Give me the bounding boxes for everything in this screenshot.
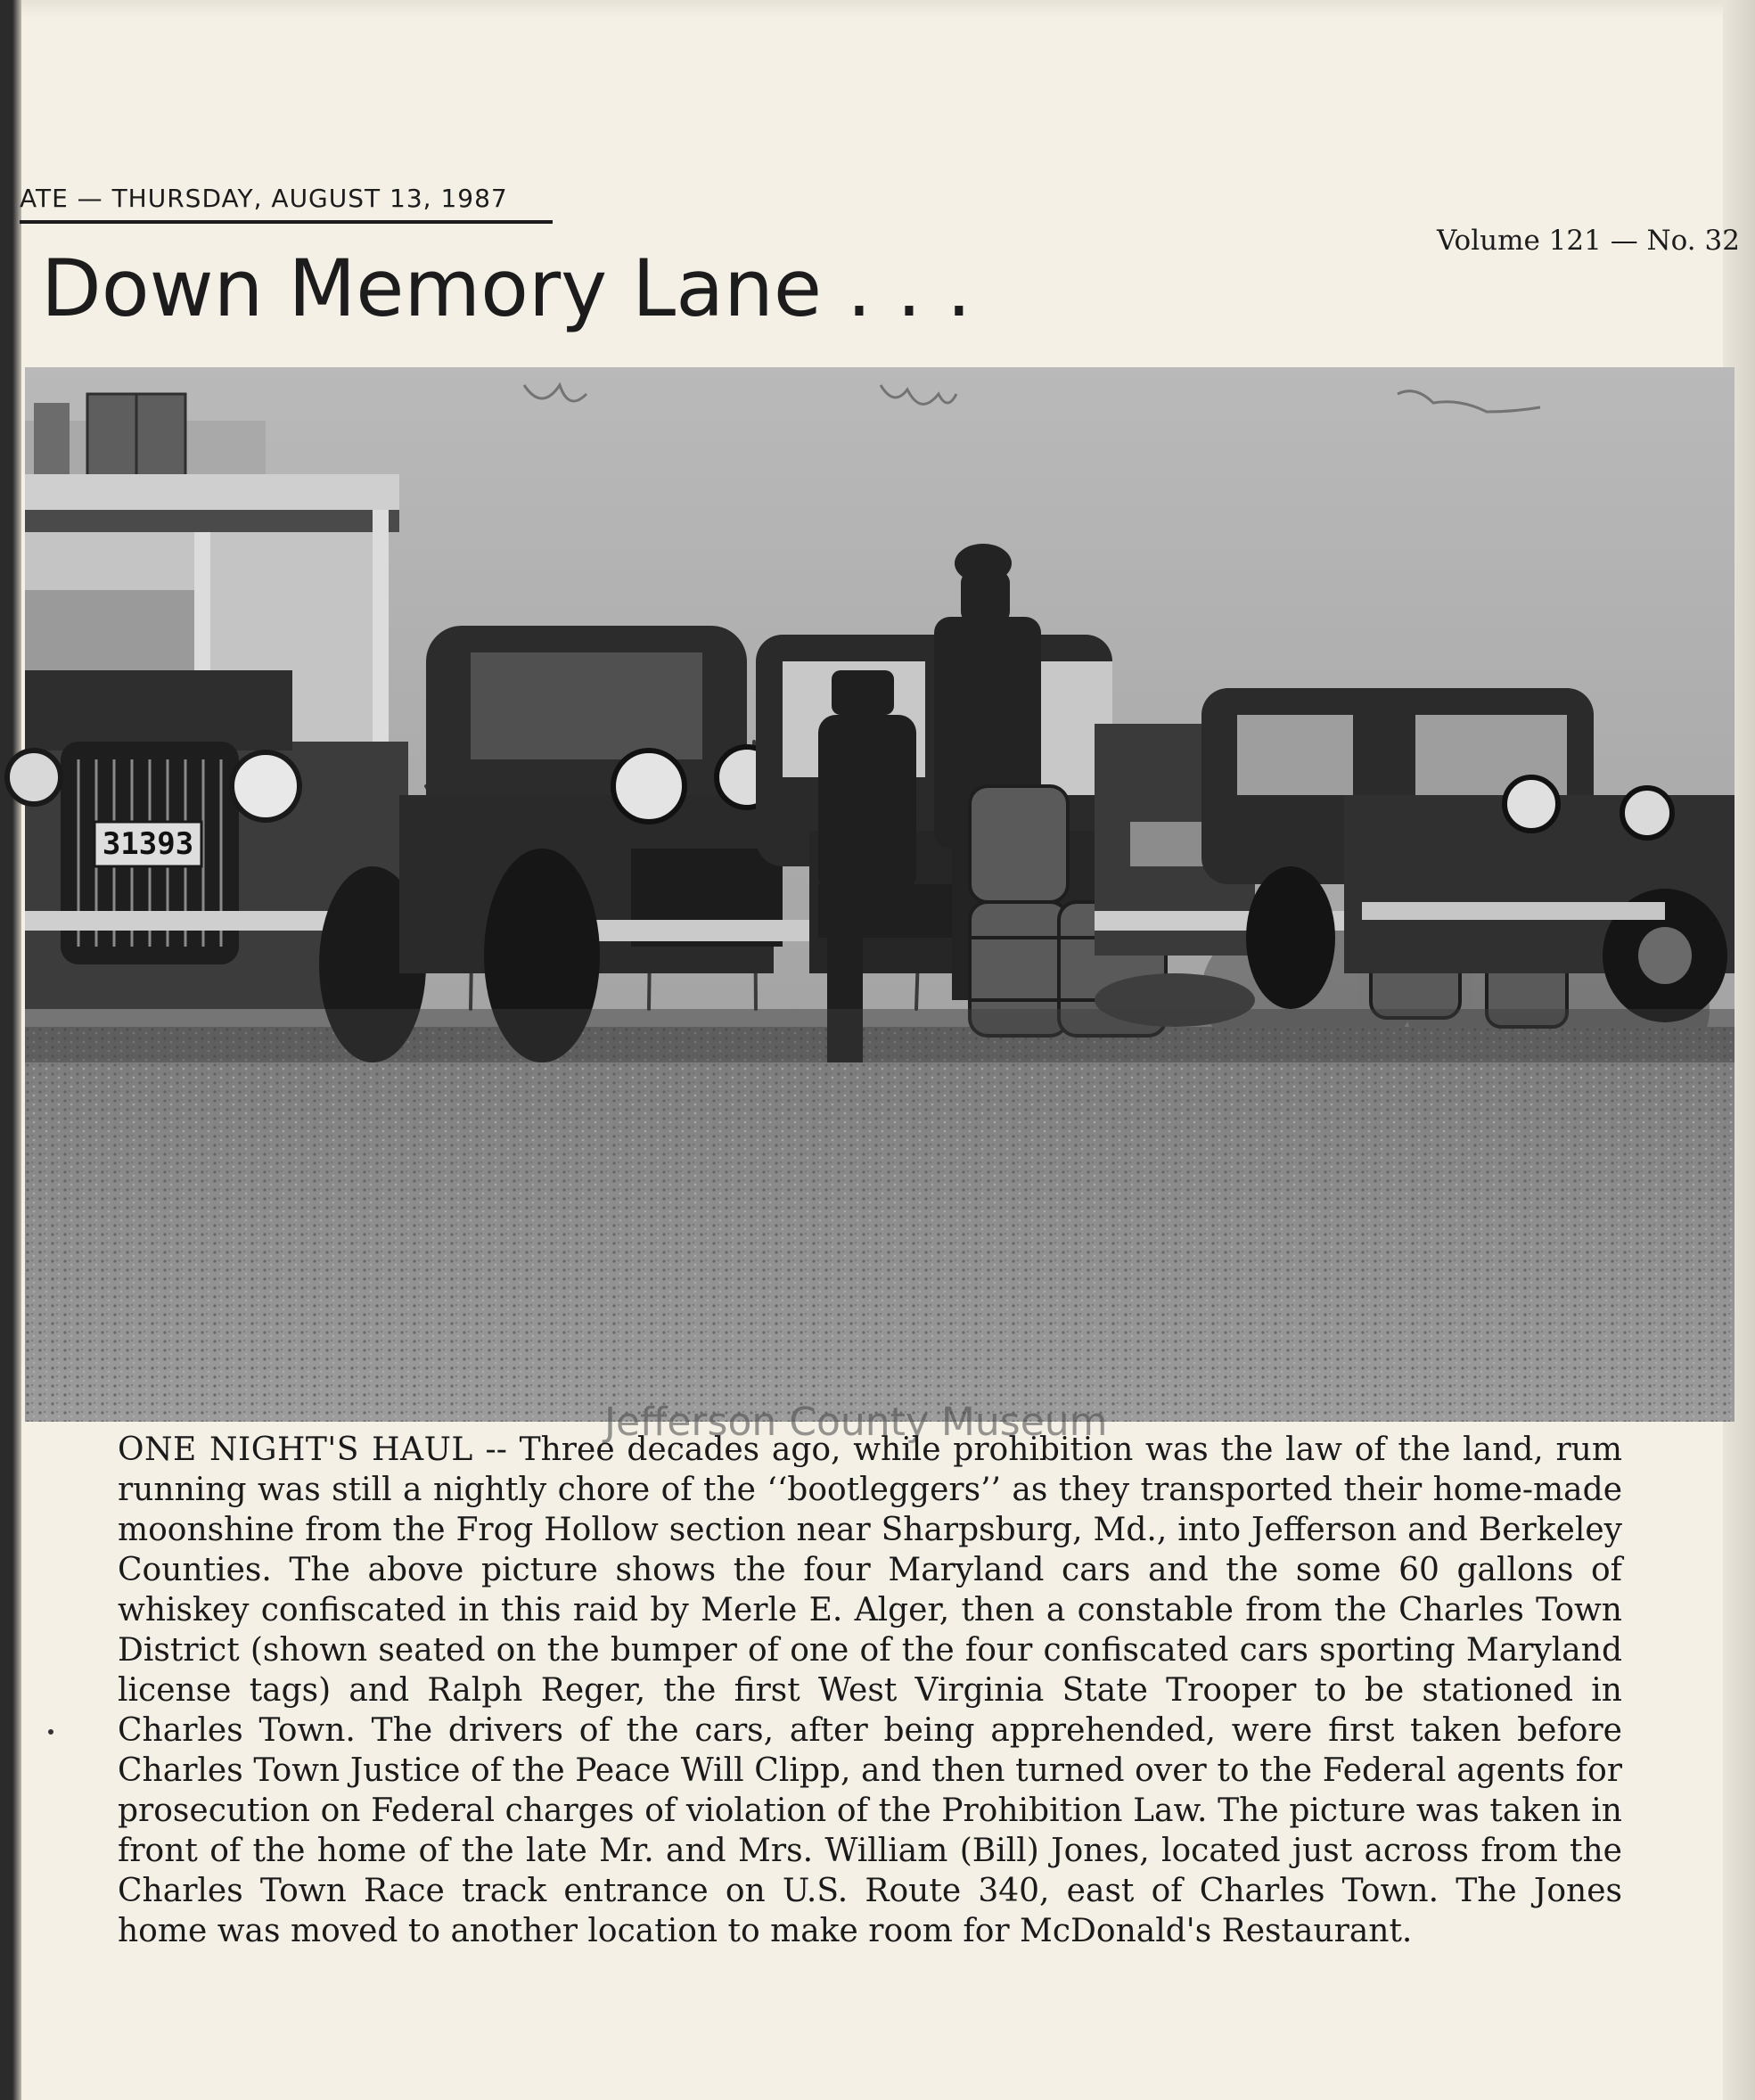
caption-title: ONE NIGHT'S HAUL [118, 1431, 473, 1468]
stray-pen-mark [48, 1729, 53, 1735]
car-shadows [25, 1009, 1734, 1062]
left-edge-shadow [0, 0, 21, 2100]
caption-body: -- Three decades ago, while prohibition was the law of the land, rum running was still a nightly chore of the ‘‘bootleggers’’ as they transported their home-made moonshine from the Frog Hollow section near Sharpsburg, Md., into Jefferson and Berkeley Counties. The above picture shows the four Maryland cars and the some 60 gallons of whiskey confiscated in this raid by Merle E. Alger, then a constable from the Charles Town District (shown seated on the bumper of one of the four confiscated cars sporting Maryland license tags) and Ralph Reger, the first West Virginia State Trooper to be stationed in Charles Town. The drivers of the cars, after being apprehended, were first taken before Charles Town Justice of the Peace Will Clipp, and then turned over to the Federal agents for prosecution on Federal charges of violation of the Prohibition Law. The picture was taken in front of the home of the late Mr. and Mrs. William (Bill) Jones, located just across from the Charles Town Race track entrance on U.S. Route 340, east of Charles Town. The Jones home was moved to another location to make room for McDonald's Restaurant. [118, 1431, 1622, 1949]
photo-caption [118, 1430, 1622, 1951]
dateline: ATE — THURSDAY, AUGUST 13, 1987 [20, 184, 553, 224]
museum-watermark: Jefferson County Museum [604, 1399, 1108, 1445]
gravel-texture [25, 1027, 1734, 1422]
photo-drawing [25, 367, 1734, 1422]
volume-number: Volume 121 — No. 32 [1437, 225, 1740, 257]
license-plate-text: 31393 [102, 826, 194, 862]
torn-top-edge [0, 0, 1755, 18]
archival-photo [25, 367, 1734, 1445]
headline: Down Memory Lane . . . [41, 242, 972, 334]
